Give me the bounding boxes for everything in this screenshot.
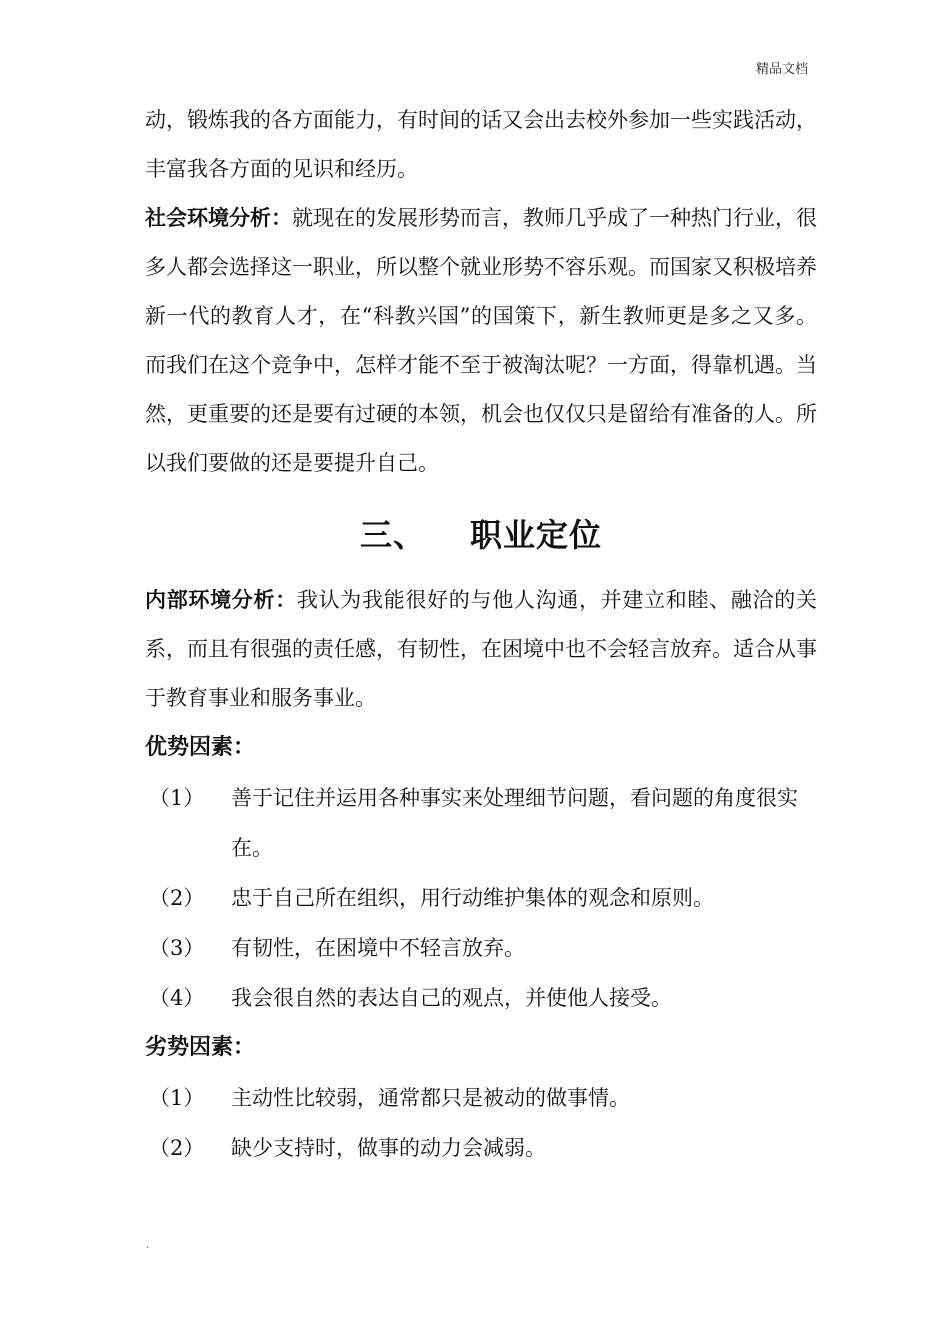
list-item-text: 主动性比较弱，通常都只是被动的做事情。 [231,1086,630,1110]
list-item-text: 忠于自己所在组织，用行动维护集体的观念和原则。 [231,886,714,910]
social-environment-label: 社会环境分析： [145,206,292,230]
list-item-number: （1） [149,1086,205,1110]
footer-dot: . [146,1240,150,1251]
list-item [145,923,817,973]
social-environment-paragraph [145,194,817,488]
weaknesses-list [145,1073,817,1173]
section-title-text: 职业定位 [470,516,603,554]
list-item-number: （4） [149,986,205,1010]
list-item-number: （1） [149,786,205,810]
list-item [145,773,817,873]
internal-environment-text: 我认为我能很好的与他人沟通，并建立和睦、融洽的关系，而且有很强的责任感，有韧性，在困境中也不会轻言放弃。适合从事于教育事业和服务事业。 [145,588,818,710]
list-item [145,1123,817,1173]
list-item [145,1073,817,1123]
section-title [145,504,817,566]
list-item-text: 缺少支持时，做事的动力会减弱。 [231,1136,546,1160]
list-item-number: （3） [149,936,205,960]
internal-environment-label: 内部环境分析： [145,588,297,612]
document-body [145,96,817,1173]
list-item-text: 有韧性，在困境中不轻言放弃。 [231,936,525,960]
weaknesses-heading: 劣势因素： [145,1035,256,1060]
social-environment-text: 就现在的发展形势而言，教师几乎成了一种热门行业，很多人都会选择这一职业，所以整个就业形势不容乐观。而国家又积极培养新一代的教育人才，在“科教兴国”的国策下，新生教师更是多之又多。而我们在这个竞争中，怎样才能不至于被淘汰呢？一方面，得靠机遇。当然，更重要的还是要有过硬的本领，机会也仅仅只是留给有准备的人。所以我们要做的还是要提升自己。 [145,206,817,475]
list-item-number: （2） [149,886,205,910]
internal-environment-paragraph [145,576,817,723]
list-item [145,873,817,923]
strengths-heading: 优势因素： [145,735,256,760]
section-number: 三、 [359,516,426,554]
strengths-list [145,773,817,1023]
list-item [145,973,817,1023]
list-item-text: 我会很自然的表达自己的观点，并使他人接受。 [231,986,672,1010]
header-watermark: 精品文档 [755,62,808,77]
list-item-text: 善于记住并运用各种事实来处理细节问题，看问题的角度很实在。 [231,786,798,860]
intro-paragraph: 动，锻炼我的各方面能力，有时间的话又会出去校外参加一些实践活动，丰富我各方面的见识和经历。 [145,108,817,181]
list-item-number: （2） [149,1136,205,1160]
